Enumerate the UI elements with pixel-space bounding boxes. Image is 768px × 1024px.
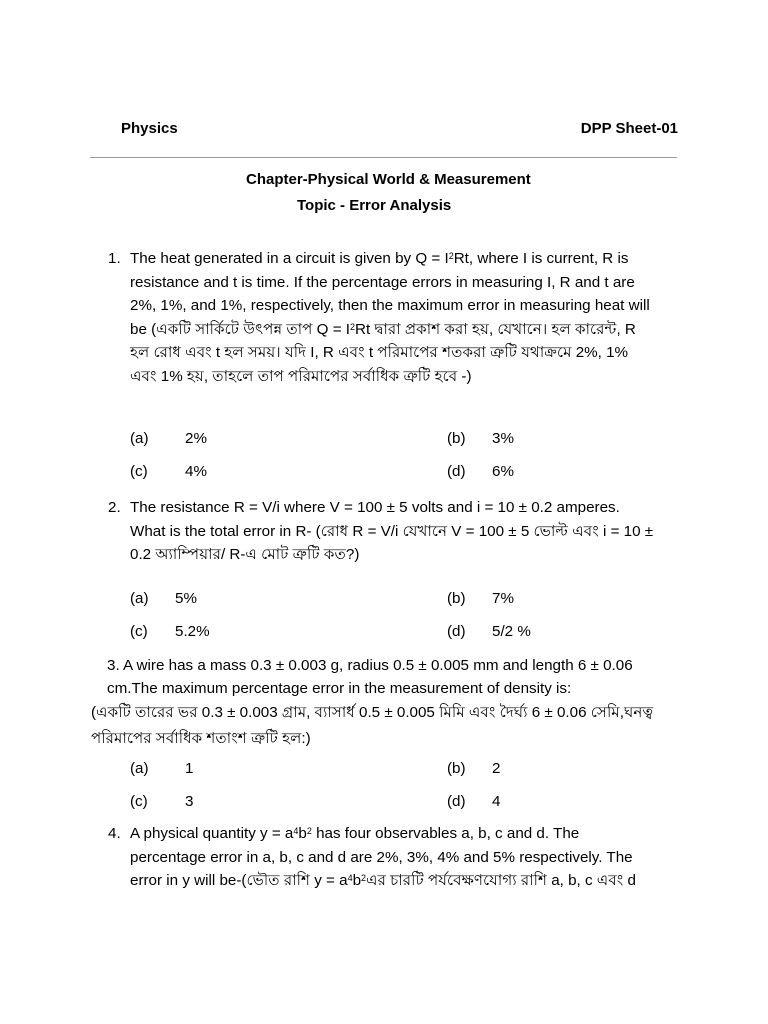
- question-2-number: 2.: [108, 499, 121, 516]
- q2-option-c-value: 5.2%: [175, 623, 210, 640]
- q3-option-a-label: (a): [130, 760, 149, 777]
- q3-option-d-value: 4: [492, 793, 501, 810]
- q1-option-b-label: (b): [447, 430, 466, 447]
- q2-option-b-value: 7%: [492, 590, 514, 607]
- q1-option-a-value: 2%: [185, 430, 207, 447]
- q1-option-a-label: (a): [130, 430, 149, 447]
- question-2-line-1: The resistance R = V/i where V = 100 ± 5 volts and i = 10 ± 0.2 amperes.: [130, 499, 620, 516]
- question-1-line-4: be (একটি সার্কিটে উৎপন্ন তাপ $Q = I^2Rt$ দ্বারা প্রকাশ করা হয়, যেখানে। হল কারেন্ট, R: [130, 320, 636, 338]
- topic-title: Topic - Error Analysis: [297, 197, 452, 214]
- q3-option-c-value: 3: [185, 793, 194, 810]
- question-1-line-6: এবং 1% হয়, তাহলে তাপ পরিমাপের সর্বাধিক ত্রুটি হবে -): [130, 367, 472, 385]
- q2-option-a-value: 5%: [175, 590, 197, 607]
- q3-option-d-label: (d): [447, 793, 466, 810]
- question-2-line-2: What is the total error in R- (রোধ R = V/i যেখানে V = 100 ± 5 ভোল্ট এবং i = 10 ±: [130, 522, 654, 540]
- q2-option-a-label: (a): [130, 590, 149, 607]
- q1-option-b-value: 3%: [492, 430, 514, 447]
- q1-option-c-value: 4%: [185, 463, 207, 480]
- question-1-number: 1.: [108, 250, 121, 267]
- q1-option-d-value: 6%: [492, 463, 514, 480]
- q2-option-b-label: (b): [447, 590, 466, 607]
- question-2-text: [130, 496, 680, 567]
- question-3-line-2: cm.The maximum percentage error in the measurement of density is:: [107, 680, 572, 697]
- header-divider: [90, 157, 677, 158]
- chapter-title: Chapter-Physical World & Measurement: [246, 171, 531, 188]
- q1-option-c-label: (c): [130, 463, 148, 480]
- question-4-number: 4.: [108, 825, 121, 842]
- question-2-line-3: 0.2 অ্যাম্পিয়ার/ R-এ মোট ত্রুটি কত?): [130, 546, 360, 563]
- question-4-text: [130, 822, 680, 893]
- question-1-text: [130, 247, 680, 388]
- subject-label: Physics: [121, 120, 178, 137]
- sheet-label: DPP Sheet-01: [580, 120, 678, 137]
- question-3-line-4: পরিমাপের সর্বাধিক শতাংশ ত্রুটি হল:): [91, 730, 311, 747]
- question-3-line-1: 3. A wire has a mass 0.3 ± 0.003 g, radius 0.5 ± 0.005 mm and length 6 ± 0.06: [107, 657, 633, 674]
- q2-option-d-label: (d): [447, 623, 466, 640]
- question-1-line-3: 2%, 1%, and 1%, respectively, then the maximum error in measuring heat will: [130, 297, 650, 314]
- q3-option-c-label: (c): [130, 793, 148, 810]
- q2-option-c-label: (c): [130, 623, 148, 640]
- question-1-line-5: হল রোধ এবং t হল সময়। যদি I, R এবং t পরিমাপের শতকরা ত্রুটি যথাক্রমে 2%, 1%: [130, 344, 629, 361]
- q3-option-b-label: (b): [447, 760, 466, 777]
- question-4-line-2: percentage error in a, b, c and d are 2%, 3%, 4% and 5% respectively. The: [130, 848, 633, 866]
- question-4-line-3: error in y will be-(ভৌত রাশি $y = a^4b^2এর$ চারটি পর্যবেক্ষণযোগ্য রাশি a, b, c এবং d: [130, 872, 637, 889]
- question-1-line-1: The heat generated in a circuit is given by $Q = I^2Rt$, where I is current, R is: [130, 250, 629, 267]
- q1-option-d-label: (d): [447, 463, 466, 480]
- question-3-line-3: (একটি তারের ভর 0.3 ± 0.003 গ্রাম, ব্যাসার্ধ 0.5 ± 0.005 মিমি এবং দৈর্ঘ্য 6 ± 0.06 সেমি,ঘনত্ব: [91, 704, 654, 721]
- question-4-line-1: A physical quantity $y = a^4b^2$ has four observables a, b, c and d. The: [130, 825, 580, 842]
- q2-option-d-value: 5/2 %: [492, 623, 531, 640]
- question-1-line-2: resistance and t is time. If the percentage errors in measuring I, R and t are: [130, 273, 635, 291]
- q3-option-a-value: 1: [185, 760, 194, 777]
- q3-option-b-value: 2: [492, 760, 501, 777]
